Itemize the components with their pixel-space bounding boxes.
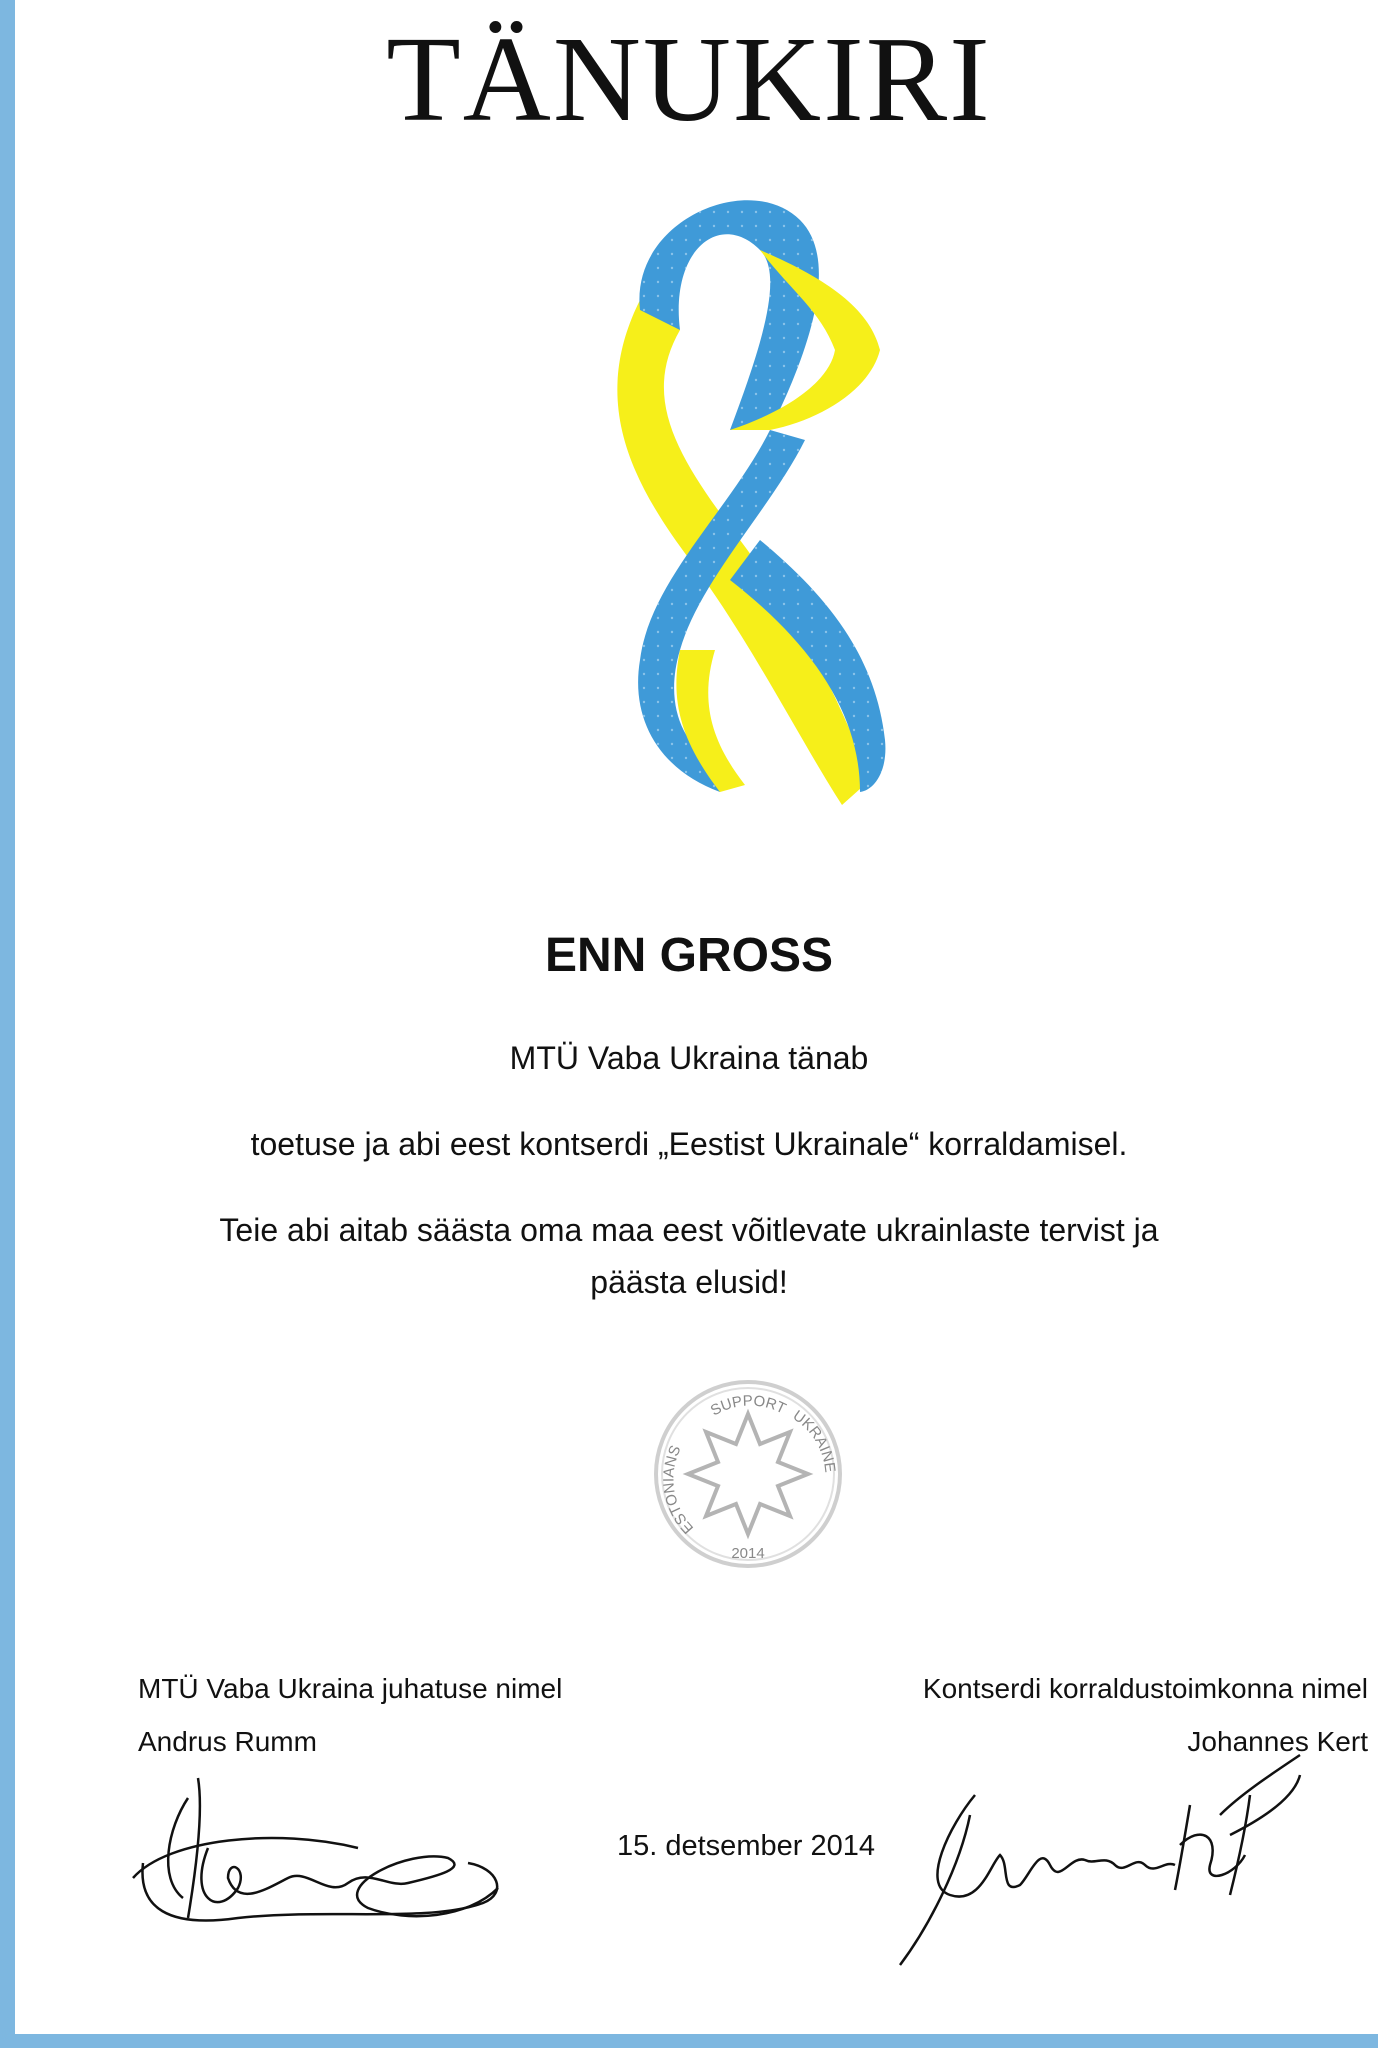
seal-text-right: UKRAINE [789,1407,839,1474]
right-signatory-role: Kontserdi korraldustoimkonna nimel [922,1673,1368,1704]
left-signatory-name: Andrus Rumm [138,1726,317,1757]
svg-text:ESTONIANS [660,1443,697,1537]
message-line-1: Teie abi aitab säästa oma maa eest võitlevate ukrainlaste tervist ja [219,1212,1159,1248]
reason-line: toetuse ja abi eest kontserdi „Eestist Ukrainale“ korraldamisel. [250,1126,1128,1162]
certificate-title: TÄNUKIRI [386,12,992,147]
frame-bottom-border [0,2034,1378,2048]
thanks-line: MTÜ Vaba Ukraina tänab [509,1040,869,1076]
ukraine-support-ribbon-icon [570,180,940,820]
right-signature-icon [890,1735,1310,1975]
estonian-star-seal-icon [652,1378,844,1570]
frame-left-border [0,0,15,2048]
right-signatory-name: Johannes Kert [1187,1726,1368,1757]
seal-text-top: SUPPORT [707,1392,789,1420]
seal-text-left: ESTONIANS [660,1442,697,1537]
left-signatory-role: MTÜ Vaba Ukraina juhatuse nimel [138,1673,563,1704]
recipient-name: ENN GROSS [544,929,834,982]
left-signature-icon [128,1768,508,1928]
seal-year: 2014 [731,1545,765,1562]
svg-text:UKRAINE [790,1407,839,1473]
message-line-2: päästa elusid! [590,1264,788,1300]
certificate-date: 15. detsember 2014 [617,1830,875,1862]
